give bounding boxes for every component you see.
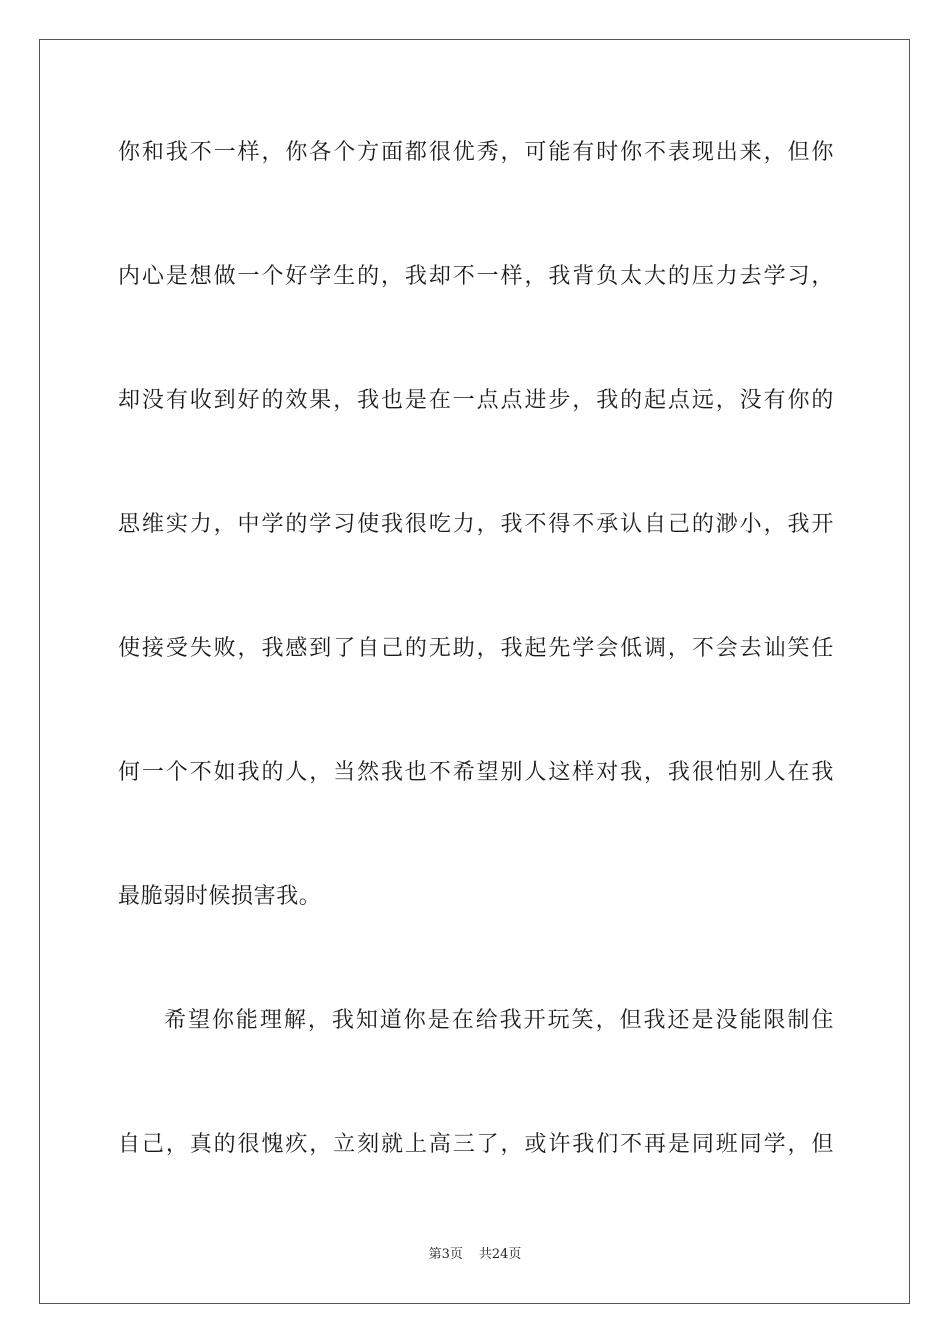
paragraph-line: 自己，真的很愧疚，立刻就上高三了，或许我们不再是同班同学，但 [118,1132,834,1157]
paragraph-first-line: 希望你能理解，我知道你是在给我开玩笑，但我还是没能限制住 [164,1008,834,1033]
paragraph-line: 你和我不一样，你各个方面都很优秀，可能有时你不表现出来，但你 [118,140,834,165]
page-total: 共24页 [478,1247,522,1262]
page-footer [0,1246,950,1264]
page-number: 第3页 [428,1247,463,1262]
paragraph-line: 思维实力，中学的学习使我很吃力，我不得不承认自己的渺小，我开 [118,512,834,537]
paragraph-line: 内心是想做一个好学生的，我却不一样，我背负太大的压力去学习， [118,264,834,289]
paragraph-line-last: 最脆弱时候损害我。 [118,884,322,909]
page-border [39,39,910,1304]
paragraph-line: 却没有收到好的效果，我也是在一点点进步，我的起点远，没有你的 [118,388,834,413]
paragraph-line: 使接受失败，我感到了自己的无助，我起先学会低调，不会去讪笑任 [118,636,834,661]
paragraph-line: 何一个不如我的人，当然我也不希望别人这样对我，我很怕别人在我 [118,760,834,785]
